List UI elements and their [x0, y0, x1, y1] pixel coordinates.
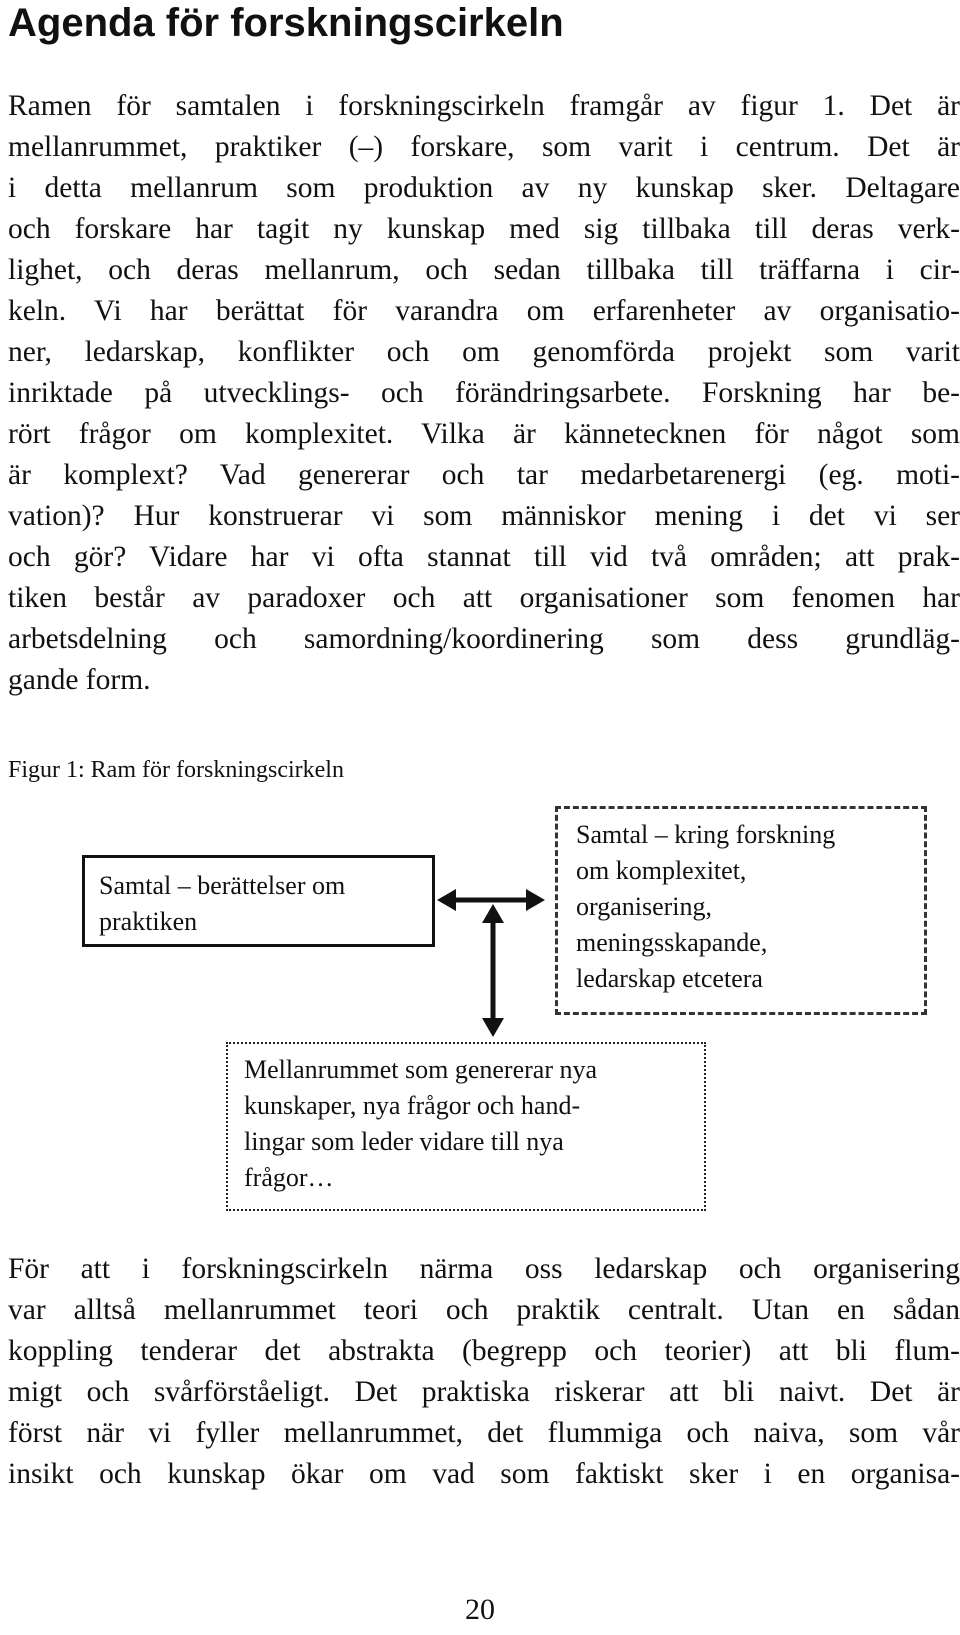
arrowhead-down-icon [482, 1018, 504, 1037]
arrowhead-up-icon [482, 904, 504, 923]
paragraph-line: inriktade på utvecklings- och förändringsarbete. Forskning har be- [8, 377, 960, 409]
paragraph-line: rört frågor om komplexitet. Vilka är kännetecknen för något som [8, 418, 960, 450]
box-text-line: ledarskap etcetera [576, 964, 763, 993]
box-text-line: kunskaper, nya frågor och hand- [244, 1091, 581, 1120]
page-heading: Agenda för forskningscirkeln [8, 1, 564, 45]
paragraph-line: och gör? Vidare har vi ofta stannat till vid två områden; att prak- [8, 541, 960, 573]
paragraph-line: vation)? Hur konstruerar vi som människor mening i det vi ser [8, 500, 960, 532]
paragraph-line: insikt och kunskap ökar om vad som faktiskt sker i en organisa- [8, 1458, 960, 1490]
paragraph-line: arbetsdelning och samordning/koordinering som dess grundläg- [8, 623, 960, 655]
paragraph-line: koppling tenderar det abstrakta (begrepp och teorier) att bli flum- [8, 1335, 960, 1367]
figure-caption: Figur 1: Ram för forskningscirkeln [8, 757, 344, 783]
paragraph-line: lighet, och deras mellanrum, och sedan tillbaka till träffarna i cir- [8, 254, 960, 286]
box-text-line: Samtal – kring forskning [576, 820, 836, 849]
box-text-line: Samtal – berättelser om [99, 871, 346, 900]
box-text-line: Mellanrummet som genererar nya [244, 1055, 598, 1084]
box-text-line: meningsskapande, [576, 928, 768, 957]
paragraph-line: var alltså mellanrummet teori och praktik centralt. Utan en sådan [8, 1294, 960, 1326]
paragraph-line: och forskare har tagit ny kunskap med sig tillbaka till deras verk- [8, 213, 960, 245]
paragraph-line: först när vi fyller mellanrummet, det flummiga och naiva, som vår [8, 1417, 960, 1449]
arrowhead-left-icon [437, 889, 456, 911]
box-text-line: frågor… [244, 1163, 334, 1192]
paragraph-line: migt och svårförståeligt. Det praktiska riskerar att bli naivt. Det är [8, 1376, 960, 1408]
paragraph-line: Ramen för samtalen i forskningscirkeln framgår av figur 1. Det är [8, 90, 960, 122]
paragraph-line: ner, ledarskap, konflikter och om genomförda projekt som varit [8, 336, 960, 368]
page-number: 20 [465, 1593, 495, 1626]
box-text-line: lingar som leder vidare till nya [244, 1127, 564, 1156]
box-text-line: praktiken [99, 907, 198, 936]
paragraph-line: i detta mellanrum som produktion av ny kunskap sker. Deltagare [8, 172, 960, 204]
paragraph-line: är komplext? Vad genererar och tar medarbetarenergi (eg. moti- [8, 459, 960, 491]
paragraph-line: tiken består av paradoxer och att organisationer som fenomen har [8, 582, 960, 614]
paragraph-line: För att i forskningscirkeln närma oss ledarskap och organisering [8, 1253, 960, 1285]
closing-paragraph [8, 1249, 960, 1495]
paragraph-line: keln. Vi har berättat för varandra om erfarenheter av organisatio- [8, 295, 960, 327]
box-text-line: organisering, [576, 892, 712, 921]
paragraph-line: mellanrummet, praktiker (–) forskare, som varit i centrum. Det är [8, 131, 960, 163]
paragraph-line: gande form. [8, 664, 151, 696]
box-text-line: om komplexitet, [576, 856, 747, 885]
arrowhead-right-icon [526, 889, 545, 911]
